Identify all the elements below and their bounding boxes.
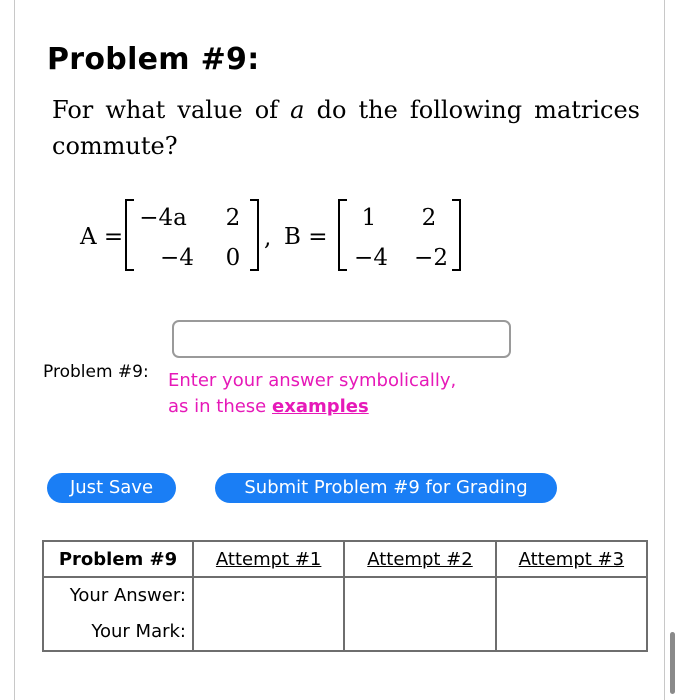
submit-button[interactable]: Submit Problem #9 for Grading (215, 473, 557, 503)
hint-line-1: Enter your answer symbolically, (168, 370, 457, 391)
page-border-left (14, 0, 15, 700)
answer-label: Problem #9: (43, 362, 149, 382)
row-labels-cell (43, 577, 193, 651)
results-body-row (43, 577, 647, 651)
problem-title: Problem #9: (47, 42, 260, 77)
matrix-b-cell: 2 (421, 205, 437, 231)
answer-input[interactable] (172, 320, 511, 358)
question-variable: a (290, 96, 305, 124)
matrix-separator: , (264, 225, 272, 251)
attempt-2-link[interactable]: Attempt #2 (367, 548, 473, 570)
matrix-a-left-bracket (125, 199, 134, 271)
answer-hint (168, 368, 456, 420)
matrix-a-label: A = (80, 224, 124, 250)
just-save-button[interactable]: Just Save (47, 473, 176, 503)
hint-line-2 (168, 394, 456, 420)
attempt-2-cell (344, 577, 495, 651)
matrix-a-cell: −4a (139, 205, 187, 231)
attempt-3-link[interactable]: Attempt #3 (518, 548, 625, 570)
scrollbar[interactable] (670, 632, 675, 694)
matrix-b-cell: 1 (361, 205, 377, 231)
results-table (42, 540, 648, 652)
attempt-1-header (193, 541, 344, 577)
attempt-3-cell (496, 577, 647, 651)
attempt-2-header (344, 541, 495, 577)
results-header-row (43, 541, 647, 577)
matrix-b-cell: −2 (414, 245, 448, 271)
matrix-b-cell: −4 (354, 245, 388, 271)
results-header-problem: Problem #9 (43, 541, 193, 577)
matrix-a-cell: 2 (225, 205, 241, 231)
attempt-3-header (496, 541, 647, 577)
matrix-a-cell: 0 (225, 245, 241, 271)
your-mark-label: Your Mark: (91, 621, 186, 642)
matrix-b-label: B = (284, 224, 328, 250)
question-text (52, 92, 640, 164)
matrix-a-right-bracket (250, 199, 259, 271)
attempt-1-link[interactable]: Attempt #1 (215, 548, 322, 570)
matrix-a-cell: −4 (160, 245, 194, 271)
question-prefix: For what value of (52, 96, 279, 124)
examples-link[interactable]: examples (272, 396, 369, 417)
page-border-right (664, 0, 665, 700)
matrix-b-right-bracket (452, 199, 461, 271)
hint-line-2-prefix: as in these (168, 396, 267, 417)
attempt-1-cell (193, 577, 344, 651)
your-answer-label: Your Answer: (69, 585, 186, 606)
question-suffix: do the following matrices commute? (52, 96, 641, 160)
